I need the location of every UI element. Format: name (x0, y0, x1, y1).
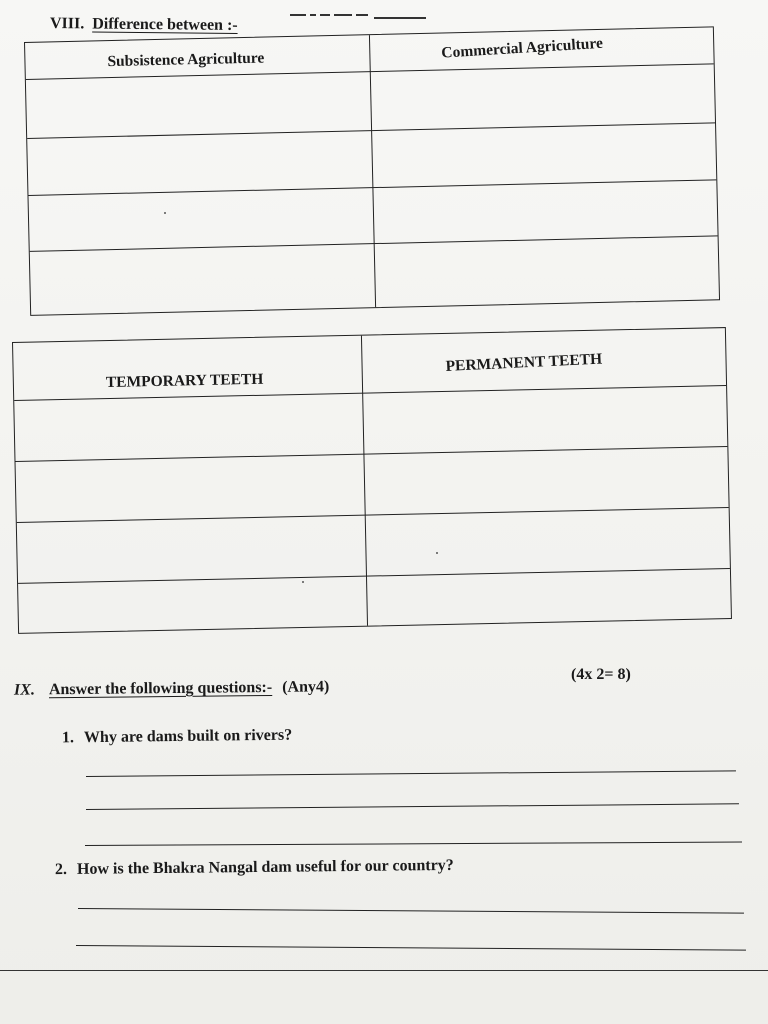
page-bottom-rule (0, 970, 768, 971)
question-number: 2. (54, 860, 68, 879)
answer-line (86, 803, 739, 810)
paper-speck (302, 581, 304, 583)
section-9-title: Answer the following questions:- (48, 678, 273, 699)
difference-table-agriculture (24, 26, 720, 316)
section-9-heading (14, 678, 329, 699)
section-8-title: Difference between :- (92, 15, 238, 34)
paper-speck (436, 552, 438, 554)
cropped-top-text (290, 8, 426, 18)
question-text: How is the Bhakra Nangal dam useful for our country? (76, 856, 454, 878)
question-number: 1. (61, 729, 75, 747)
table-row (15, 446, 727, 462)
section-9-choice: (Any4) (282, 678, 330, 696)
table-header-right: Commercial Agriculture (440, 34, 604, 62)
table-header-right: PERMANENT TEETH (445, 350, 603, 375)
column-divider (361, 336, 368, 626)
table-row (18, 568, 730, 584)
column-divider (369, 35, 376, 307)
answer-line (85, 842, 742, 846)
question-text: Why are dams built on rivers? (83, 726, 293, 747)
answer-line (86, 770, 736, 777)
table-row (17, 507, 729, 523)
table-header-left: Subsistence Agriculture (107, 49, 265, 71)
answer-line (76, 945, 746, 951)
section-9-marks: (4x 2= 8) (571, 666, 631, 683)
question-1 (62, 727, 292, 748)
table-header-left: TEMPORARY TEETH (105, 370, 264, 392)
answer-line (78, 908, 744, 914)
section-8-number: VIII. (49, 15, 85, 33)
difference-table-teeth (12, 327, 732, 634)
question-2 (55, 857, 454, 879)
paper-speck (164, 212, 166, 214)
section-9-number: IX. (13, 681, 35, 699)
section-8-heading (50, 15, 238, 35)
